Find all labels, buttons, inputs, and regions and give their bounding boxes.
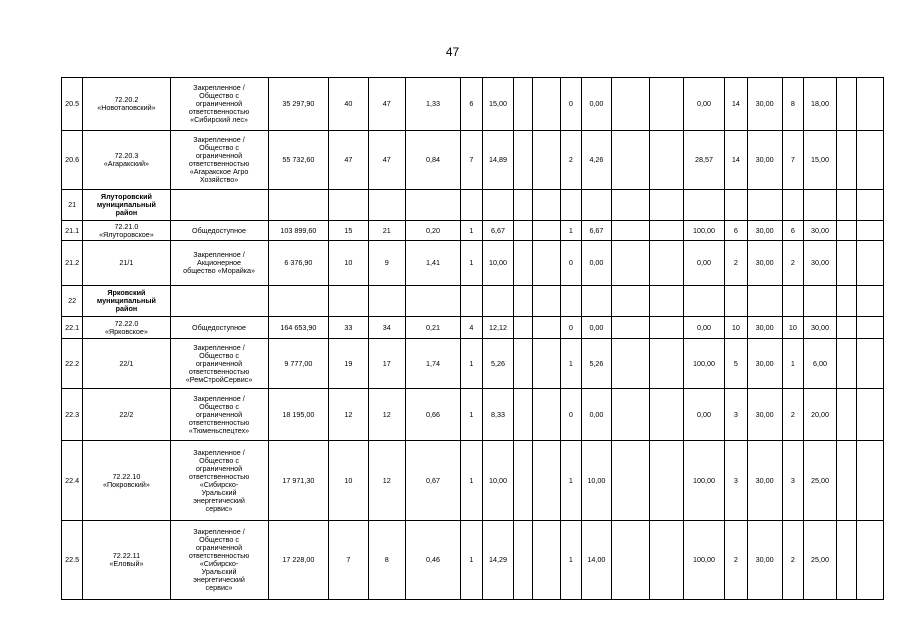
- table-cell-pct: [683, 190, 725, 221]
- table-cell-e4: [649, 286, 683, 317]
- table-cell-e5: [836, 389, 856, 441]
- table-cell-e6: [857, 78, 884, 131]
- table-cell-n4: 1: [782, 339, 803, 389]
- table-cell-n1: 6: [461, 78, 482, 131]
- table-cell-name: 72.20.2 «Новотаповский»: [83, 78, 170, 131]
- table-cell-n3: [725, 286, 747, 317]
- table-cell-e5: [836, 521, 856, 600]
- table-cell-e5: [836, 78, 856, 131]
- table-cell-ratio: 0,67: [405, 441, 460, 521]
- table-cell-n1: 1: [461, 521, 482, 600]
- table-cell-ratio: 0,46: [405, 521, 460, 600]
- table-cell-n3: 14: [725, 131, 747, 190]
- table-cell-e6: [857, 190, 884, 221]
- table-cell-ratio: 1,33: [405, 78, 460, 131]
- table-cell-e1: [514, 339, 532, 389]
- table-cell-pct: 100,00: [683, 221, 725, 241]
- table-cell-n2: 0: [561, 78, 581, 131]
- table-cell-ratio: 1,74: [405, 339, 460, 389]
- table-cell-v1: 15: [329, 221, 368, 241]
- table-cell-n4: 8: [782, 78, 803, 131]
- table-row: [62, 286, 884, 317]
- table-cell-n4: 6: [782, 221, 803, 241]
- table-cell-pct: 0,00: [683, 389, 725, 441]
- table-cell-use: Закрепленное / Общество с ограниченной ответственностью «РемСтройСервис»: [170, 339, 268, 389]
- table-cell-e2: [532, 317, 561, 339]
- table-cell-n1: 1: [461, 389, 482, 441]
- table-cell-e1: [514, 221, 532, 241]
- table-cell-n2: 1: [561, 441, 581, 521]
- table-cell-n2: 2: [561, 131, 581, 190]
- table-cell-e2: [532, 339, 561, 389]
- table-cell-e3: [612, 131, 649, 190]
- table-cell-p1: 12,12: [482, 317, 514, 339]
- table-cell-p2: 0,00: [581, 389, 612, 441]
- table-cell-p4: 18,00: [803, 78, 836, 131]
- page-number: 47: [445, 45, 460, 59]
- table-cell-n1: [461, 286, 482, 317]
- table-cell-p3: 30,00: [747, 339, 782, 389]
- table-cell-n3: 14: [725, 78, 747, 131]
- table-cell-no: 21: [62, 190, 83, 221]
- table-cell-v2: [368, 190, 405, 221]
- table-cell-e1: [514, 131, 532, 190]
- table-cell-no: 20.6: [62, 131, 83, 190]
- table-cell-v2: 34: [368, 317, 405, 339]
- table-cell-area: 103 899,60: [268, 221, 329, 241]
- table-cell-n4: 2: [782, 389, 803, 441]
- table-cell-pct: 0,00: [683, 78, 725, 131]
- table-cell-name: 22/1: [83, 339, 170, 389]
- table-cell-name: 21/1: [83, 241, 170, 286]
- table-cell-use: [170, 190, 268, 221]
- table-row: [62, 78, 884, 131]
- table-row: [62, 241, 884, 286]
- table-cell-name: 72.22.0 «Ярковское»: [83, 317, 170, 339]
- table-cell-pct: 100,00: [683, 521, 725, 600]
- table-cell-p3: 30,00: [747, 441, 782, 521]
- table-cell-e4: [649, 339, 683, 389]
- table-cell-e6: [857, 241, 884, 286]
- table-cell-use: Закрепленное / Общество с ограниченной ответственностью «Сибирский лес»: [170, 78, 268, 131]
- table-cell-n2: 0: [561, 317, 581, 339]
- table-cell-e2: [532, 286, 561, 317]
- table-cell-v1: 47: [329, 131, 368, 190]
- table-row: [62, 190, 884, 221]
- table-cell-ratio: 0,84: [405, 131, 460, 190]
- table-cell-p3: [747, 190, 782, 221]
- table-cell-p2: 6,67: [581, 221, 612, 241]
- table-cell-n1: [461, 190, 482, 221]
- table-cell-e3: [612, 190, 649, 221]
- table-cell-area: 6 376,90: [268, 241, 329, 286]
- table-cell-n1: 1: [461, 221, 482, 241]
- table-cell-name: 72.21.0 «Ялуторовское»: [83, 221, 170, 241]
- table-cell-p4: [803, 190, 836, 221]
- table-cell-use: [170, 286, 268, 317]
- table-cell-v1: 10: [329, 241, 368, 286]
- table-row: [62, 131, 884, 190]
- table-cell-n3: 2: [725, 521, 747, 600]
- table-cell-p3: 30,00: [747, 241, 782, 286]
- table-cell-area: 18 195,00: [268, 389, 329, 441]
- table-cell-pct: 100,00: [683, 339, 725, 389]
- table-cell-p1: [482, 286, 514, 317]
- table-cell-p4: 20,00: [803, 389, 836, 441]
- table-row: [62, 441, 884, 521]
- table-cell-name: 72.22.11 «Еловый»: [83, 521, 170, 600]
- table-cell-n1: 1: [461, 441, 482, 521]
- table-cell-use: Общедоступное: [170, 317, 268, 339]
- table-cell-n3: 3: [725, 389, 747, 441]
- table-cell-n4: 2: [782, 241, 803, 286]
- table-cell-e5: [836, 317, 856, 339]
- table-cell-e3: [612, 389, 649, 441]
- table-cell-e5: [836, 339, 856, 389]
- table-cell-area: 17 971,30: [268, 441, 329, 521]
- table-cell-n3: 2: [725, 241, 747, 286]
- table-cell-p1: 10,00: [482, 441, 514, 521]
- table-cell-use: Закрепленное / Акционерное общество «Морайка»: [170, 241, 268, 286]
- table-cell-e5: [836, 221, 856, 241]
- table-cell-e5: [836, 190, 856, 221]
- table-cell-use: Общедоступное: [170, 221, 268, 241]
- table-cell-n4: [782, 286, 803, 317]
- table-cell-e6: [857, 389, 884, 441]
- table-cell-e4: [649, 521, 683, 600]
- table-cell-n4: [782, 190, 803, 221]
- table-cell-pct: 0,00: [683, 241, 725, 286]
- table-cell-n2: 1: [561, 339, 581, 389]
- table-cell-p2: 0,00: [581, 317, 612, 339]
- table-cell-e3: [612, 317, 649, 339]
- table-cell-p2: 14,00: [581, 521, 612, 600]
- table-cell-e1: [514, 389, 532, 441]
- table-cell-e1: [514, 317, 532, 339]
- table-cell-v1: 12: [329, 389, 368, 441]
- table-cell-p3: 30,00: [747, 389, 782, 441]
- table-cell-e2: [532, 78, 561, 131]
- data-table: [61, 77, 884, 600]
- table-cell-ratio: [405, 190, 460, 221]
- table-cell-e4: [649, 190, 683, 221]
- table-cell-p3: 30,00: [747, 221, 782, 241]
- table-cell-ratio: [405, 286, 460, 317]
- table-cell-e4: [649, 131, 683, 190]
- table-cell-name: Ялуторовский муниципальный район: [83, 190, 170, 221]
- table-cell-p3: 30,00: [747, 317, 782, 339]
- table-cell-e3: [612, 221, 649, 241]
- table-cell-n4: 2: [782, 521, 803, 600]
- table-cell-p2: 5,26: [581, 339, 612, 389]
- table-cell-ratio: 0,20: [405, 221, 460, 241]
- table-cell-e2: [532, 441, 561, 521]
- table-cell-ratio: 0,66: [405, 389, 460, 441]
- table-cell-p2: 0,00: [581, 78, 612, 131]
- table-cell-e1: [514, 190, 532, 221]
- table-cell-p2: [581, 286, 612, 317]
- table-cell-p3: 30,00: [747, 521, 782, 600]
- table-cell-n2: 1: [561, 221, 581, 241]
- table-cell-no: 21.1: [62, 221, 83, 241]
- table-cell-p2: [581, 190, 612, 221]
- table-cell-area: [268, 286, 329, 317]
- table-cell-v2: 8: [368, 521, 405, 600]
- table-cell-pct: 28,57: [683, 131, 725, 190]
- table-cell-use: Закрепленное / Общество с ограниченной ответственностью «Агаракское Агро Хозяйство»: [170, 131, 268, 190]
- table-cell-e5: [836, 286, 856, 317]
- table-row: [62, 521, 884, 600]
- table-cell-e6: [857, 131, 884, 190]
- table-cell-p3: [747, 286, 782, 317]
- table-cell-no: 22.2: [62, 339, 83, 389]
- table-cell-name: Ярковский муниципальный район: [83, 286, 170, 317]
- table-cell-p1: 6,67: [482, 221, 514, 241]
- table-cell-e3: [612, 241, 649, 286]
- table-cell-e3: [612, 286, 649, 317]
- table-cell-e6: [857, 221, 884, 241]
- table-cell-no: 22.3: [62, 389, 83, 441]
- table-cell-p4: 6,00: [803, 339, 836, 389]
- table-cell-pct: [683, 286, 725, 317]
- table-cell-n2: 1: [561, 521, 581, 600]
- table-cell-v2: 47: [368, 131, 405, 190]
- table-cell-p4: 30,00: [803, 221, 836, 241]
- table-cell-n2: 0: [561, 389, 581, 441]
- table-cell-p4: [803, 286, 836, 317]
- table-cell-ratio: 0,21: [405, 317, 460, 339]
- table-cell-v1: 10: [329, 441, 368, 521]
- table-cell-v2: 12: [368, 389, 405, 441]
- table-cell-no: 22.5: [62, 521, 83, 600]
- table-cell-e6: [857, 317, 884, 339]
- table-cell-e6: [857, 441, 884, 521]
- table-cell-n3: 6: [725, 221, 747, 241]
- table-cell-e4: [649, 221, 683, 241]
- table-cell-ratio: 1,41: [405, 241, 460, 286]
- table-cell-use: Закрепленное / Общество с ограниченной ответственностью «Тюменьспецтех»: [170, 389, 268, 441]
- table-cell-name: 22/2: [83, 389, 170, 441]
- table-cell-use: Закрепленное / Общество с ограниченной ответственностью «Сибирско- Уральский энергетический сервис»: [170, 441, 268, 521]
- table-cell-v2: [368, 286, 405, 317]
- table-cell-p4: 15,00: [803, 131, 836, 190]
- table-cell-n2: [561, 286, 581, 317]
- table-cell-p2: 4,26: [581, 131, 612, 190]
- table-row: [62, 221, 884, 241]
- table-cell-use: Закрепленное / Общество с ограниченной ответственностью «Сибирско- Уральский энергетический сервис»: [170, 521, 268, 600]
- table-cell-pct: 0,00: [683, 317, 725, 339]
- table-row: [62, 339, 884, 389]
- table-cell-name: 72.22.10 «Покровский»: [83, 441, 170, 521]
- table-cell-p4: 25,00: [803, 441, 836, 521]
- table-cell-n1: 1: [461, 339, 482, 389]
- table-cell-e1: [514, 78, 532, 131]
- table-cell-area: 17 228,00: [268, 521, 329, 600]
- table-row: [62, 389, 884, 441]
- table-cell-p1: 5,26: [482, 339, 514, 389]
- table-cell-e1: [514, 286, 532, 317]
- table-cell-no: 21.2: [62, 241, 83, 286]
- table-cell-v2: 17: [368, 339, 405, 389]
- table-cell-e4: [649, 317, 683, 339]
- table-cell-n3: [725, 190, 747, 221]
- table-cell-e5: [836, 441, 856, 521]
- table-cell-n4: 3: [782, 441, 803, 521]
- table-cell-e3: [612, 441, 649, 521]
- table-cell-p3: 30,00: [747, 131, 782, 190]
- table-cell-no: 22: [62, 286, 83, 317]
- table-cell-n2: 0: [561, 241, 581, 286]
- table-cell-e4: [649, 389, 683, 441]
- table-cell-v2: 21: [368, 221, 405, 241]
- table-cell-n4: 10: [782, 317, 803, 339]
- table-cell-e2: [532, 221, 561, 241]
- table-cell-area: 55 732,60: [268, 131, 329, 190]
- table-cell-n2: [561, 190, 581, 221]
- table-cell-e6: [857, 521, 884, 600]
- table-cell-no: 20.5: [62, 78, 83, 131]
- table-cell-no: 22.1: [62, 317, 83, 339]
- table-cell-v1: 19: [329, 339, 368, 389]
- table-cell-e2: [532, 190, 561, 221]
- table-cell-n3: 5: [725, 339, 747, 389]
- table-cell-e4: [649, 78, 683, 131]
- table-cell-v1: 7: [329, 521, 368, 600]
- table-cell-p1: 14,29: [482, 521, 514, 600]
- table-cell-name: 72.20.3 «Агаракский»: [83, 131, 170, 190]
- table-cell-v1: [329, 190, 368, 221]
- table-cell-v2: 12: [368, 441, 405, 521]
- table-cell-e2: [532, 241, 561, 286]
- table-cell-p1: [482, 190, 514, 221]
- table-body: [62, 78, 884, 600]
- table-cell-area: 164 653,90: [268, 317, 329, 339]
- table-cell-p1: 14,89: [482, 131, 514, 190]
- table-cell-p4: 30,00: [803, 317, 836, 339]
- table-cell-e5: [836, 131, 856, 190]
- table-cell-n1: 7: [461, 131, 482, 190]
- table-cell-e2: [532, 131, 561, 190]
- table-cell-e3: [612, 521, 649, 600]
- table-cell-area: [268, 190, 329, 221]
- table-cell-n1: 1: [461, 241, 482, 286]
- table-cell-v2: 9: [368, 241, 405, 286]
- table-cell-p3: 30,00: [747, 78, 782, 131]
- table-cell-e6: [857, 286, 884, 317]
- table-cell-v1: 33: [329, 317, 368, 339]
- table-cell-e6: [857, 339, 884, 389]
- table-cell-e3: [612, 339, 649, 389]
- table-cell-n3: 10: [725, 317, 747, 339]
- table-cell-e1: [514, 241, 532, 286]
- table-cell-p4: 25,00: [803, 521, 836, 600]
- table-row: [62, 317, 884, 339]
- table-cell-e4: [649, 441, 683, 521]
- table-cell-v1: 40: [329, 78, 368, 131]
- table-cell-pct: 100,00: [683, 441, 725, 521]
- table-cell-n1: 4: [461, 317, 482, 339]
- table-cell-e1: [514, 441, 532, 521]
- table-cell-p4: 30,00: [803, 241, 836, 286]
- table-cell-e1: [514, 521, 532, 600]
- table-cell-p1: 15,00: [482, 78, 514, 131]
- table-cell-area: 35 297,90: [268, 78, 329, 131]
- table-cell-e5: [836, 241, 856, 286]
- table-cell-e2: [532, 389, 561, 441]
- table-cell-n3: 3: [725, 441, 747, 521]
- table-cell-e3: [612, 78, 649, 131]
- table-cell-area: 9 777,00: [268, 339, 329, 389]
- table-cell-p1: 8,33: [482, 389, 514, 441]
- table-cell-p1: 10,00: [482, 241, 514, 286]
- table-cell-v2: 47: [368, 78, 405, 131]
- table-cell-e4: [649, 241, 683, 286]
- table-cell-v1: [329, 286, 368, 317]
- table-cell-no: 22.4: [62, 441, 83, 521]
- table-cell-p2: 10,00: [581, 441, 612, 521]
- table-cell-n4: 7: [782, 131, 803, 190]
- table-cell-e2: [532, 521, 561, 600]
- table-cell-p2: 0,00: [581, 241, 612, 286]
